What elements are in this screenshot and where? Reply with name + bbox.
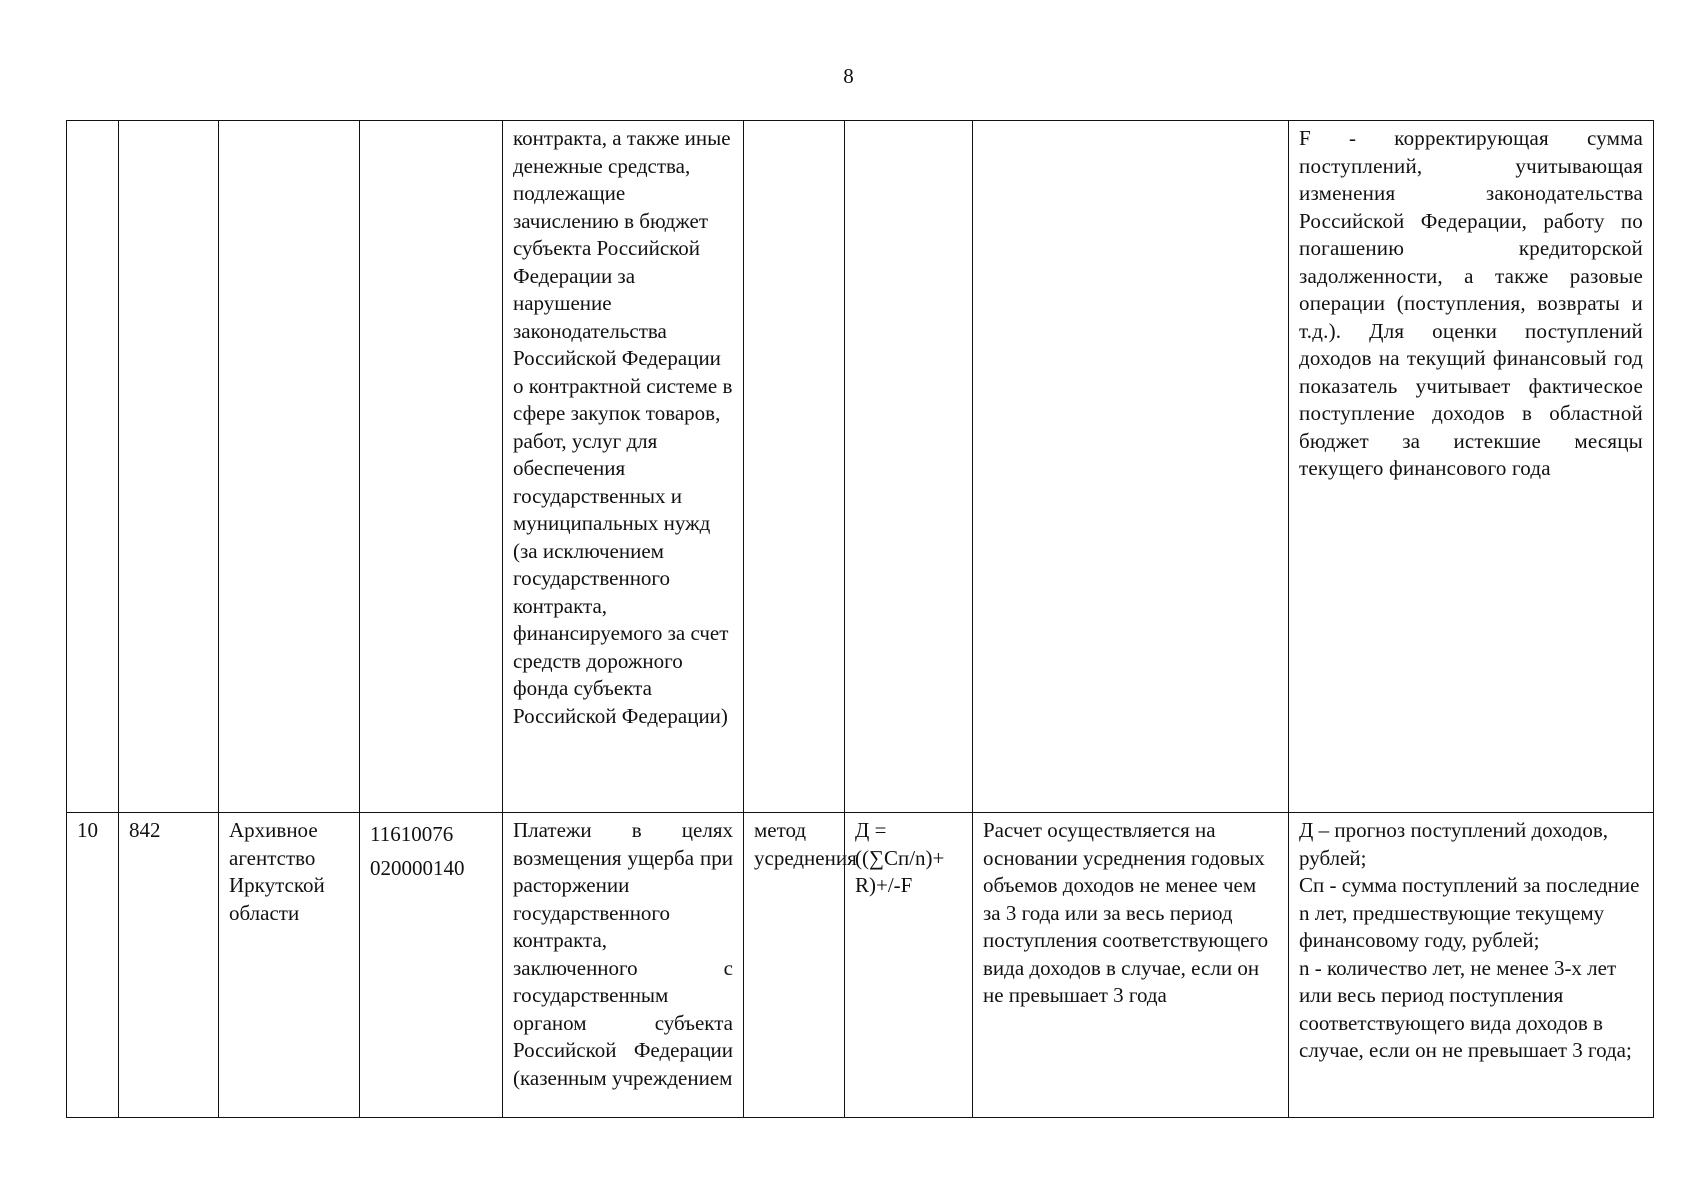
cell-income-name: контракта, а также иные денежные средства, подлежащие зачислению в бюджет субъекта Российской Федерации за нарушение законодательства Российской Федерации о контрактной системе в сфере закупок товаров, работ, услуг для обеспечения государственных и муниципальных нужд (за исключением государственного контракта, финансируемого за счет средств дорожного фонда субъекта Российской Федерации) bbox=[503, 121, 744, 813]
revenue-forecast-table bbox=[66, 120, 1654, 1118]
cell-method bbox=[744, 121, 845, 813]
cell-code: 842 bbox=[119, 813, 219, 1118]
cell-calculation: Расчет осуществляется на основании усреднения годовых объемов доходов не менее чем за 3 года или за весь период поступления соответствующего вида доходов в случае, если он не превышает 3 года bbox=[973, 813, 1289, 1118]
cell-row-number: 10 bbox=[67, 813, 119, 1118]
kbk-line-2: 020000140 bbox=[370, 856, 465, 880]
cell-code bbox=[119, 121, 219, 813]
cell-income-name: Платежи в целях возмещения ущерба при расторжении государственного контракта, заключенного с государственным органом субъекта Российской Федерации (казенным учреждением bbox=[503, 813, 744, 1118]
table-row-continuation bbox=[67, 121, 1654, 813]
legend-item-sum: Сп - сумма поступлений за последние n лет, предшествующие текущему финансовому году, рублей; bbox=[1299, 873, 1640, 952]
cell-method: метод усреднения bbox=[744, 813, 845, 1118]
cell-formula: Д = ((∑Сп/n)+ R)+/-F bbox=[845, 813, 973, 1118]
cell-kbk bbox=[360, 813, 503, 1118]
cell-legend bbox=[1289, 813, 1654, 1118]
kbk-line-1: 11610076 bbox=[370, 822, 454, 846]
page-number: 8 bbox=[843, 64, 854, 88]
cell-formula bbox=[845, 121, 973, 813]
cell-kbk bbox=[360, 121, 503, 813]
cell-agency bbox=[219, 121, 360, 813]
cell-calculation bbox=[973, 121, 1289, 813]
table-row bbox=[67, 813, 1654, 1118]
cell-legend-correction: F - корректирующая сумма поступлений, учитывающая изменения законодательства Российской Федерации, работу по погашению кредиторской задолженности, а также разовые операции (поступления, возвраты и т.д.). Для оценки поступлений доходов на текущий финансовый год показатель учитывает фактическое поступление доходов в областной бюджет за истекшие месяцы текущего финансового года bbox=[1289, 121, 1654, 813]
legend-item-years: n - количество лет, не менее 3-х лет или весь период поступления соответствующего вида доходов в случае, если он не превышает 3 года; bbox=[1299, 955, 1632, 1062]
cell-number bbox=[67, 121, 119, 813]
legend-item-forecast: Д – прогноз поступлений доходов, рублей; bbox=[1299, 818, 1609, 870]
cell-agency: Архивное агентство Иркутской области bbox=[219, 813, 360, 1118]
